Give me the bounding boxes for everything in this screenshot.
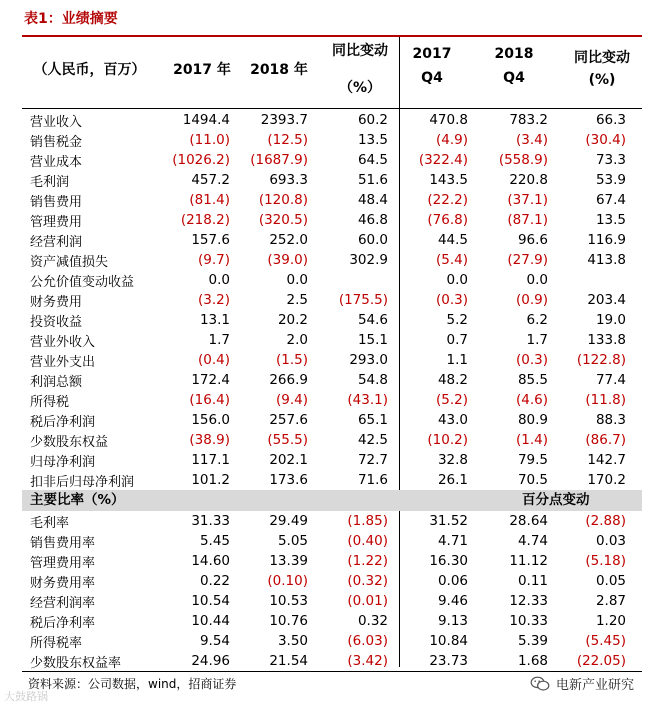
row-value: 1.7 — [208, 332, 230, 348]
row-label: 税后净利率 — [30, 616, 96, 631]
row-value: 1.7 — [526, 332, 548, 348]
row-value: (9.4) — [275, 392, 308, 408]
row-value: (0.3) — [515, 352, 548, 368]
row-label: 毛利率 — [30, 516, 70, 531]
row-value: 0.11 — [517, 573, 548, 589]
row-value: 64.5 — [357, 152, 388, 168]
row-value: (558.9) — [498, 152, 548, 168]
watermark-left: 大鼓路锅 — [4, 690, 48, 703]
row-value: 203.4 — [587, 292, 626, 308]
results-table — [22, 35, 642, 672]
row-value: 10.84 — [429, 633, 468, 649]
row-value: 2.87 — [595, 593, 626, 609]
row-value: (12.5) — [267, 132, 308, 148]
table-header — [22, 37, 642, 109]
row-value: 13.5 — [357, 132, 388, 148]
table-row — [22, 470, 642, 490]
row-value: (81.4) — [189, 192, 230, 208]
ratios-section-header — [22, 490, 642, 511]
row-value: 21.54 — [269, 653, 308, 669]
row-label: 少数股东权益率 — [30, 656, 122, 671]
row-value: (43.1) — [347, 392, 388, 408]
row-value: 13.39 — [269, 553, 308, 569]
row-value: 133.8 — [587, 332, 626, 348]
row-value: (4.9) — [435, 132, 468, 148]
row-label: 公允价值变动收益 — [30, 275, 135, 290]
row-value: 43.0 — [437, 412, 468, 428]
row-label: 扣非后归母净利润 — [30, 475, 135, 490]
source-note: 资料来源：公司数据，wind，招商证券 — [28, 677, 237, 691]
row-value: 19.0 — [595, 312, 626, 328]
row-value: (218.2) — [180, 212, 230, 228]
row-value: (0.32) — [347, 573, 388, 589]
row-value: 60.0 — [357, 232, 388, 248]
row-value: 257.6 — [269, 412, 308, 428]
row-value: 71.6 — [357, 472, 388, 488]
ratios-section-right: 百分点变动 — [522, 492, 590, 508]
row-value: 0.0 — [286, 272, 308, 288]
row-value: (55.5) — [267, 432, 308, 448]
row-label: 归母净利润 — [30, 455, 96, 470]
row-value: 44.5 — [437, 232, 468, 248]
row-value: 783.2 — [509, 112, 548, 128]
row-value: (5.4) — [435, 252, 468, 268]
row-value: (2.88) — [585, 513, 626, 529]
row-value: 116.9 — [587, 232, 626, 248]
row-value: (39.0) — [267, 252, 308, 268]
row-value: 73.3 — [595, 152, 626, 168]
table-row — [22, 110, 642, 130]
table-row — [22, 330, 642, 350]
row-value: 12.33 — [509, 593, 548, 609]
row-value: 26.1 — [437, 472, 468, 488]
row-value: (16.4) — [189, 392, 230, 408]
row-value: 66.3 — [595, 112, 626, 128]
row-label: 利润总额 — [30, 375, 83, 390]
row-value: 3.50 — [277, 633, 308, 649]
row-value: (37.1) — [507, 192, 548, 208]
table-row — [22, 410, 642, 430]
row-value: (0.3) — [435, 292, 468, 308]
row-value: 101.2 — [191, 472, 230, 488]
row-value: 2.5 — [286, 292, 308, 308]
header-2017: 2017 年 — [173, 62, 231, 78]
header-2018q4-line1: 2018 — [494, 46, 534, 62]
row-label: 少数股东权益 — [30, 435, 109, 450]
income-rows — [22, 109, 642, 490]
table-row — [22, 270, 642, 290]
table-title: 表1：业绩摘要 — [24, 11, 118, 27]
row-value: 457.2 — [191, 172, 230, 188]
row-value: 13.1 — [199, 312, 230, 328]
header-2017q4-line2: Q4 — [421, 70, 443, 86]
row-value: (322.4) — [418, 152, 468, 168]
table-row — [22, 450, 642, 470]
row-value: 10.33 — [509, 613, 548, 629]
row-value: 4.74 — [517, 533, 548, 549]
row-label: 税后净利润 — [30, 415, 96, 430]
row-value: (0.01) — [347, 593, 388, 609]
row-value: 157.6 — [191, 232, 230, 248]
row-label: 管理费用率 — [30, 556, 96, 571]
table-row — [22, 230, 642, 250]
wechat-icon — [530, 676, 550, 692]
row-value: 5.2 — [446, 312, 468, 328]
row-value: (320.5) — [258, 212, 308, 228]
row-value: 70.5 — [517, 472, 548, 488]
watermark-right-text: 电新产业研究 — [556, 678, 635, 693]
table-row — [22, 150, 642, 170]
ratio-row — [22, 591, 642, 611]
row-value: 173.6 — [269, 472, 308, 488]
row-label: 销售费用率 — [30, 536, 96, 551]
row-value: (22.05) — [576, 653, 626, 669]
header-q4-yoy-line1: 同比变动 — [574, 50, 630, 66]
table-row — [22, 210, 642, 230]
row-value: 6.2 — [526, 312, 548, 328]
row-value: (1026.2) — [172, 152, 230, 168]
row-value: (0.10) — [267, 573, 308, 589]
row-value: 0.06 — [437, 573, 468, 589]
row-value: 302.9 — [349, 252, 388, 268]
row-value: 46.8 — [357, 212, 388, 228]
row-value: 53.9 — [595, 172, 626, 188]
ratio-row — [22, 531, 642, 551]
row-value: 0.03 — [595, 533, 626, 549]
header-2017q4-line1: 2017 — [412, 46, 452, 62]
row-value: 10.54 — [191, 593, 230, 609]
row-value: 10.76 — [269, 613, 308, 629]
row-value: 1.20 — [595, 613, 626, 629]
row-value: 413.8 — [587, 252, 626, 268]
row-value: (30.4) — [585, 132, 626, 148]
table-row — [22, 310, 642, 330]
row-value: 15.1 — [357, 332, 388, 348]
row-value: 0.32 — [357, 613, 388, 629]
header-q4-yoy-line2: (%) — [588, 72, 616, 88]
row-value: 0.0 — [526, 272, 548, 288]
header-2018q4-line2: Q4 — [503, 70, 525, 86]
row-value: 117.1 — [191, 452, 230, 468]
header-yoy-line1: 同比变动 — [332, 43, 388, 59]
row-label: 营业成本 — [30, 155, 83, 170]
row-value: 31.33 — [191, 513, 230, 529]
row-label: 营业外支出 — [30, 355, 96, 370]
row-value: 20.2 — [277, 312, 308, 328]
row-value: 65.1 — [357, 412, 388, 428]
row-value: 16.30 — [429, 553, 468, 569]
ratio-row — [22, 511, 642, 531]
row-value: (122.8) — [576, 352, 626, 368]
row-value: (11.0) — [189, 132, 230, 148]
row-value: 29.49 — [269, 513, 308, 529]
row-value: 72.7 — [357, 452, 388, 468]
row-value: (27.9) — [507, 252, 548, 268]
row-value: 24.96 — [191, 653, 230, 669]
row-value: 156.0 — [191, 412, 230, 428]
row-value: (3.4) — [515, 132, 548, 148]
row-value: 77.4 — [595, 372, 626, 388]
row-value: 28.64 — [509, 513, 548, 529]
row-value: (22.2) — [427, 192, 468, 208]
row-value: (1.4) — [515, 432, 548, 448]
row-label: 营业外收入 — [30, 335, 96, 350]
row-value: 88.3 — [595, 412, 626, 428]
row-label: 资产减值损失 — [30, 255, 109, 270]
header-yoy-line2: （%） — [338, 80, 382, 96]
row-label: 所得税 — [30, 395, 70, 410]
row-value: (10.2) — [427, 432, 468, 448]
row-value: 60.2 — [357, 112, 388, 128]
ratio-row — [22, 571, 642, 591]
row-value: (120.8) — [258, 192, 308, 208]
row-value: 5.05 — [277, 533, 308, 549]
row-value: (3.42) — [347, 653, 388, 669]
ratio-row — [22, 611, 642, 631]
row-value: 42.5 — [357, 432, 388, 448]
row-value: (11.8) — [585, 392, 626, 408]
row-value: 85.5 — [517, 372, 548, 388]
row-value: 1.68 — [517, 653, 548, 669]
row-value: 2.0 — [286, 332, 308, 348]
row-value: (1.22) — [347, 553, 388, 569]
row-value: 23.73 — [429, 653, 468, 669]
row-value: (3.2) — [197, 292, 230, 308]
header-unit: （人民币，百万） — [33, 62, 146, 78]
row-value: 14.60 — [191, 553, 230, 569]
ratios-section-label: 主要比率（%） — [30, 492, 125, 508]
ratio-row — [22, 631, 642, 651]
row-value: (1.5) — [275, 352, 308, 368]
table-row — [22, 290, 642, 310]
row-value: (76.8) — [427, 212, 468, 228]
table-row — [22, 130, 642, 150]
row-value: 143.5 — [429, 172, 468, 188]
row-value: 0.0 — [446, 272, 468, 288]
row-label: 毛利润 — [30, 175, 70, 190]
row-label: 财务费用率 — [30, 576, 96, 591]
row-value: (0.4) — [197, 352, 230, 368]
row-value: 172.4 — [191, 372, 230, 388]
row-value: (5.2) — [435, 392, 468, 408]
row-value: (4.6) — [515, 392, 548, 408]
row-value: (6.03) — [347, 633, 388, 649]
row-value: 80.9 — [517, 412, 548, 428]
row-value: 11.12 — [509, 553, 548, 569]
row-value: 693.3 — [269, 172, 308, 188]
row-value: 54.6 — [357, 312, 388, 328]
row-value: 48.2 — [437, 372, 468, 388]
row-value: 1494.4 — [182, 112, 230, 128]
watermark-right — [530, 674, 634, 693]
table-row — [22, 350, 642, 370]
row-value: 0.7 — [446, 332, 468, 348]
row-value: 32.8 — [437, 452, 468, 468]
ratio-rows — [22, 511, 642, 671]
row-label: 营业收入 — [30, 115, 83, 130]
row-value: 10.53 — [269, 593, 308, 609]
row-value: 54.8 — [357, 372, 388, 388]
row-value: 202.1 — [269, 452, 308, 468]
row-value: (0.9) — [515, 292, 548, 308]
row-value: 51.6 — [357, 172, 388, 188]
row-value: 10.44 — [191, 613, 230, 629]
row-value: (0.40) — [347, 533, 388, 549]
row-value: (5.18) — [585, 553, 626, 569]
table-row — [22, 370, 642, 390]
table-row — [22, 170, 642, 190]
ratio-row — [22, 551, 642, 571]
row-value: 0.22 — [199, 573, 230, 589]
row-value: 67.4 — [595, 192, 626, 208]
header-2018: 2018 年 — [250, 62, 308, 78]
row-value: 9.13 — [437, 613, 468, 629]
row-label: 投资收益 — [30, 315, 83, 330]
row-label: 财务费用 — [30, 295, 83, 310]
row-value: 4.71 — [437, 533, 468, 549]
row-value: 5.45 — [199, 533, 230, 549]
table-row — [22, 250, 642, 270]
row-value: (5.45) — [585, 633, 626, 649]
row-value: 9.46 — [437, 593, 468, 609]
row-label: 销售费用 — [30, 195, 83, 210]
row-value: 1.1 — [446, 352, 468, 368]
row-value: 0.05 — [595, 573, 626, 589]
row-label: 经营利润 — [30, 235, 83, 250]
row-value: (1.85) — [347, 513, 388, 529]
row-value: 220.8 — [509, 172, 548, 188]
row-value: (87.1) — [507, 212, 548, 228]
row-value: 252.0 — [269, 232, 308, 248]
row-value: 293.0 — [349, 352, 388, 368]
row-value: 2393.7 — [260, 112, 308, 128]
row-value: 48.4 — [357, 192, 388, 208]
table-row — [22, 190, 642, 210]
row-value: 470.8 — [429, 112, 468, 128]
row-value: (38.9) — [189, 432, 230, 448]
row-label: 经营利润率 — [30, 596, 96, 611]
table-row — [22, 390, 642, 410]
row-value: (9.7) — [197, 252, 230, 268]
row-label: 所得税率 — [30, 636, 83, 651]
row-label: 销售税金 — [30, 135, 83, 150]
row-value: 266.9 — [269, 372, 308, 388]
row-value: 9.54 — [199, 633, 230, 649]
row-value: 170.2 — [587, 472, 626, 488]
ratio-row — [22, 651, 642, 671]
table-row — [22, 430, 642, 450]
row-value: 79.5 — [517, 452, 548, 468]
row-value: 96.6 — [517, 232, 548, 248]
row-value: 31.52 — [429, 513, 468, 529]
row-value: 5.39 — [517, 633, 548, 649]
row-value: 142.7 — [587, 452, 626, 468]
row-label: 管理费用 — [30, 215, 83, 230]
row-value: 0.0 — [208, 272, 230, 288]
row-value: (86.7) — [585, 432, 626, 448]
row-value: (175.5) — [338, 292, 388, 308]
row-value: 13.5 — [595, 212, 626, 228]
row-value: (1687.9) — [250, 152, 308, 168]
